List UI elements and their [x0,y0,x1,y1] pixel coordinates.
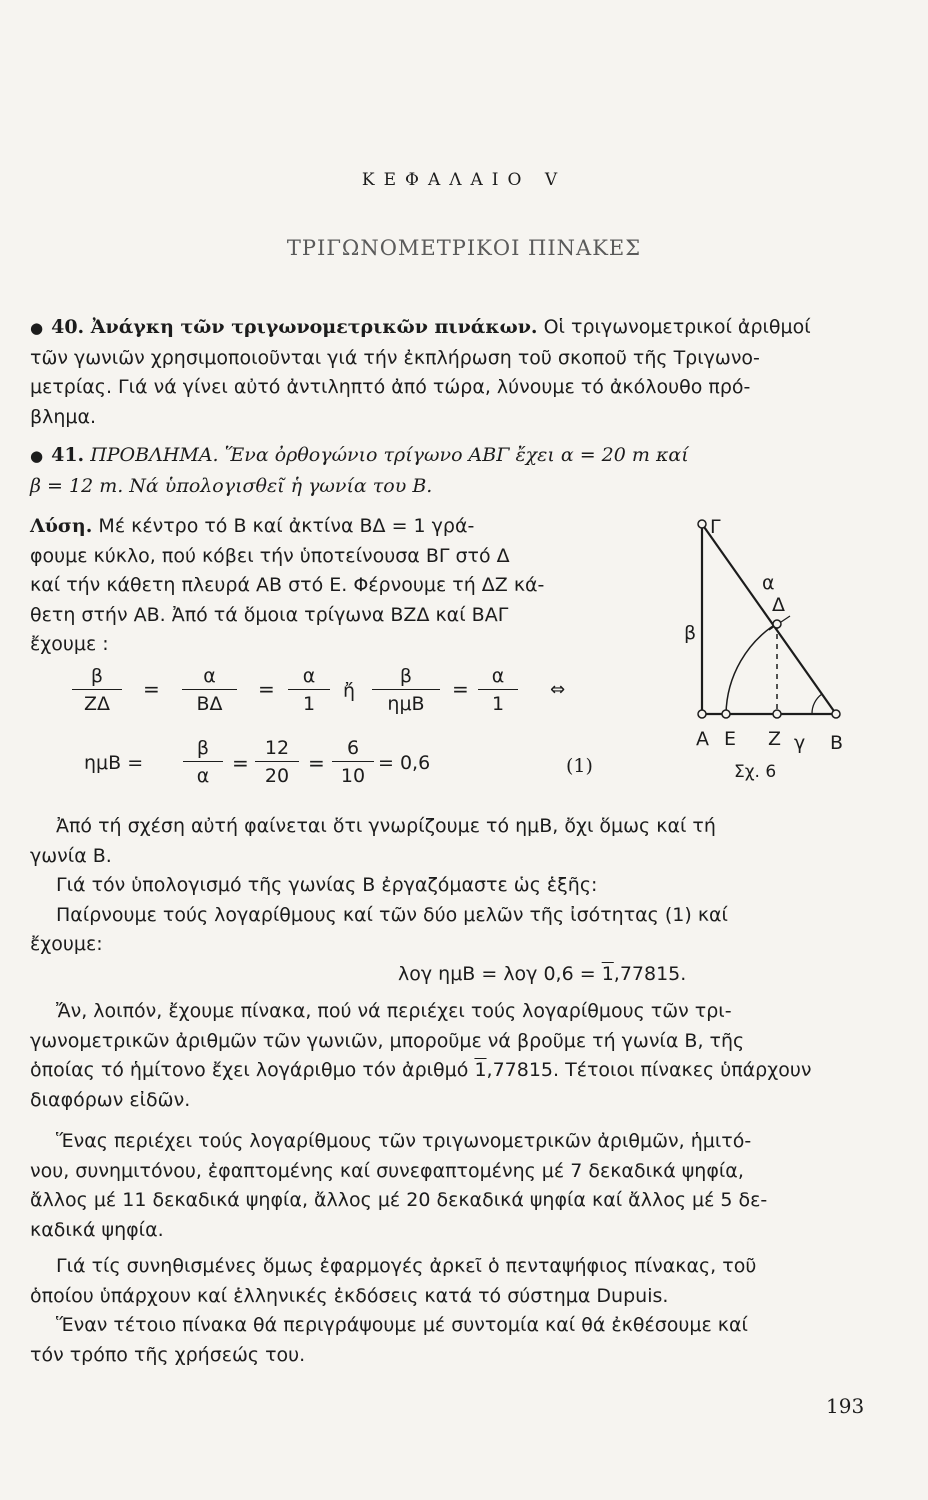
problem-line-2: β = 12 m. Νά ὑπολογισθεῖ ἡ γωνία του Β. [30,474,433,497]
denominator: ΒΔ [196,693,223,715]
kinds-line-1: Ἕνας περιέχει τούς λογαρίθμους τῶν τριγωνομετρικῶν ἀριθμῶν, ἡμιτό- [56,1130,752,1152]
solution-line-2: φουμε κύκλο, πού κόβει τήν ὑποτείνουσα ΒΓ στό Δ [30,544,510,567]
chapter-title: ΤΡΙΓΩΝΟΜΕΤΡΙΚΟΙ ΠΙΝΑΚΕΣ [286,236,642,260]
point-d [773,620,781,628]
dupuis-line-1: Γιά τίς συνηθισμένες ὅμως ἐφαρμογές ἀρκεῖ ὁ πενταψήφιος πίνακας, τοῦ [56,1255,757,1277]
label-e: Ε [724,728,737,750]
solution-line-1: Μέ κέντρο τό Β καί ἀκτίνα ΒΔ = 1 γρά- [98,515,475,537]
tables-line-1: Ἄν, λοιπόν, ἔχουμε πίνακα, πού νά περιέχει τούς λογαρίθμους τῶν τρι- [56,1000,732,1022]
numerator: α [288,664,330,690]
section-41 [30,441,870,501]
kinds-line-3: ἄλλος μέ 11 δεκαδικά ψηφία, ἄλλος μέ 20 δεκαδικά ψηφία καί ἄλλος μέ 5 δε- [30,1189,768,1211]
solution-line-4: θετη στήν ΑΒ. Ἀπό τά ὅμοια τρίγωνα ΒΖΔ καί ΒΑΓ [30,603,509,626]
dupuis-line-2: ὁποίου ὑπάρχουν καί ἑλληνικές ἐκδόσεις κατά τό σύστημα Dupuis. [30,1284,669,1307]
dupuis-line-4: τόν τρόπο τῆς χρήσεώς του. [30,1343,306,1366]
fraction-b-over-zd [72,664,122,716]
label-alpha: α [762,572,775,594]
chapter-heading: ΚΕΦΑΛΑΙΟ V [361,170,567,190]
label-beta: β [684,622,697,644]
log-characteristic: 1 [601,963,614,985]
kinds-line-4: καδικά ψηφία. [30,1218,164,1241]
section-40-heading: 40. Ἀνάγκη τῶν τριγωνομετρικῶν πινάκων. [51,316,538,338]
tables-line-4: διαφόρων εἰδῶν. [30,1088,191,1111]
section-41-heading: 41. [51,444,85,466]
paragraph-dupuis [30,1252,870,1370]
section-40-line-1: Οἱ τριγωνομετρικοί ἀριθμοί [543,316,811,338]
fraction-b-over-sinb [372,664,440,716]
page-number: 193 [826,1394,865,1418]
figure-6 [676,512,866,782]
point-e [722,710,730,718]
log-mantissa: ,77815. [613,963,687,985]
solution-label: Λύση. [30,515,93,537]
solution-line-5: ἔχουμε : [30,633,109,655]
paragraph-after-equations [30,812,870,960]
tables-line-3b: ,77815. Τέτοιοι πίνακες ὑπάρχουν [486,1059,812,1081]
section-40-line-3: μετρίας. Γιά νά γίνει αὐτό ἀντιληπτό ἀπό τώρα, λύνουμε τό ἀκόλουθο πρό- [30,376,751,398]
fraction-6-over-10 [332,736,374,788]
section-40 [30,313,870,432]
equals-sign: = [258,677,275,701]
point-b [832,710,840,718]
dupuis-line-3: Ἕναν τέτοιο πίνακα θά περιγράψουμε μέ συντομία καί θά ἐκθέσουμε καί [56,1314,748,1336]
triangle-diagram [676,512,866,732]
label-gamma-side: γ [794,732,806,754]
tables-line-2: γωνομετρικῶν ἀριθμῶν τῶν γωνιῶν, μποροῦμε νά βροῦμε τή γωνία Β, τῆς [30,1029,745,1052]
numerator: β [372,664,440,690]
equals-sign: = [232,751,249,775]
fraction-12-over-20 [255,736,299,788]
denominator: ΖΔ [83,693,110,715]
numerator: α [478,664,518,690]
equals-sign: = [452,677,469,701]
paragraph-table-kinds [30,1127,870,1245]
bullet-icon: ● [30,319,44,337]
equation-tag: (1) [566,755,593,777]
after-line-5: ἔχουμε: [30,933,103,955]
solution-line-3: καί τήν κάθετη πλευρά ΑΒ στό Ε. Φέρνουμε τή ΔΖ κά- [30,574,545,596]
label-b-vertex: Β [830,732,844,754]
solution-text [30,512,630,660]
paragraph-tables-intro [30,997,870,1115]
label-z: Ζ [768,728,782,750]
label-delta: Δ [772,594,785,616]
equation-2-result: = 0,6 [378,752,431,774]
numerator: 12 [255,736,299,762]
tables-line-3-bar: 1 [474,1059,487,1081]
section-40-line-4: βλημα. [30,405,97,428]
denominator: 1 [491,693,505,715]
unit-circle-arc [726,622,779,714]
after-line-3: Γιά τόν ὑπολογισμό τῆς γωνίας Β ἐργαζόμαστε ὡς ἑξῆς: [56,874,598,896]
point-a [698,710,706,718]
numerator: β [72,664,122,690]
figure-caption: Σχ. 6 [734,762,777,782]
denominator: 20 [264,765,290,787]
denominator: α [196,765,210,787]
fraction-b-over-a [183,736,223,788]
fraction-a-over-1-second [478,664,518,716]
side-a-hypotenuse [702,524,836,714]
fraction-a-over-1 [288,664,330,716]
numerator: β [183,736,223,762]
label-a-vertex: Α [696,728,709,750]
label-gamma-vertex: Γ [710,516,721,538]
after-line-4: Παίρνουμε τούς λογαρίθμους καί τῶν δύο μελῶν τῆς ἰσότητας (1) καί [56,903,728,926]
after-line-2: γωνία Β. [30,844,112,867]
section-40-line-2: τῶν γωνιῶν χρησιμοποιοῦνται γιά τήν ἐκπλήρωση τοῦ σκοποῦ τῆς Τριγωνο- [30,346,760,369]
denominator: ημΒ [387,693,425,715]
problem-line-1: ΠΡΟΒΛΗΜΑ. Ἕνα ὀρθογώνιο τρίγωνο ΑΒΓ ἔχει α = 20 m καί [90,444,689,466]
denominator: 10 [340,765,366,787]
bullet-icon: ● [30,447,44,465]
fraction-a-over-bd [182,664,237,716]
numerator: α [182,664,237,690]
equals-sign: = [308,751,325,775]
log-equation [398,963,686,985]
after-line-1: Ἀπό τή σχέση αὐτή φαίνεται ὅτι γνωρίζουμε τό ημΒ, ὄχι ὅμως καί τή [56,815,716,837]
denominator: 1 [302,693,316,715]
equals-sign: = [143,677,160,701]
numerator: 6 [332,736,374,762]
tables-line-3a: ὁποίας τό ἡμίτονο ἔχει λογάριθμο τόν ἀριθμό [30,1059,475,1081]
iff-arrow-icon: ⇔ [550,679,566,700]
point-g [698,520,706,528]
kinds-line-2: νου, συνημιτόνου, ἐφαπτομένης καί συνεφαπτομένης μέ 7 δεκαδικά ψηφία, [30,1159,744,1182]
or-word: ἤ [343,680,356,702]
equation-2-lhs: ημΒ = [84,752,144,774]
point-z [773,710,781,718]
log-equation-prefix: λογ ημΒ = λογ 0,6 = [398,963,602,985]
angle-b-arc [812,694,822,714]
